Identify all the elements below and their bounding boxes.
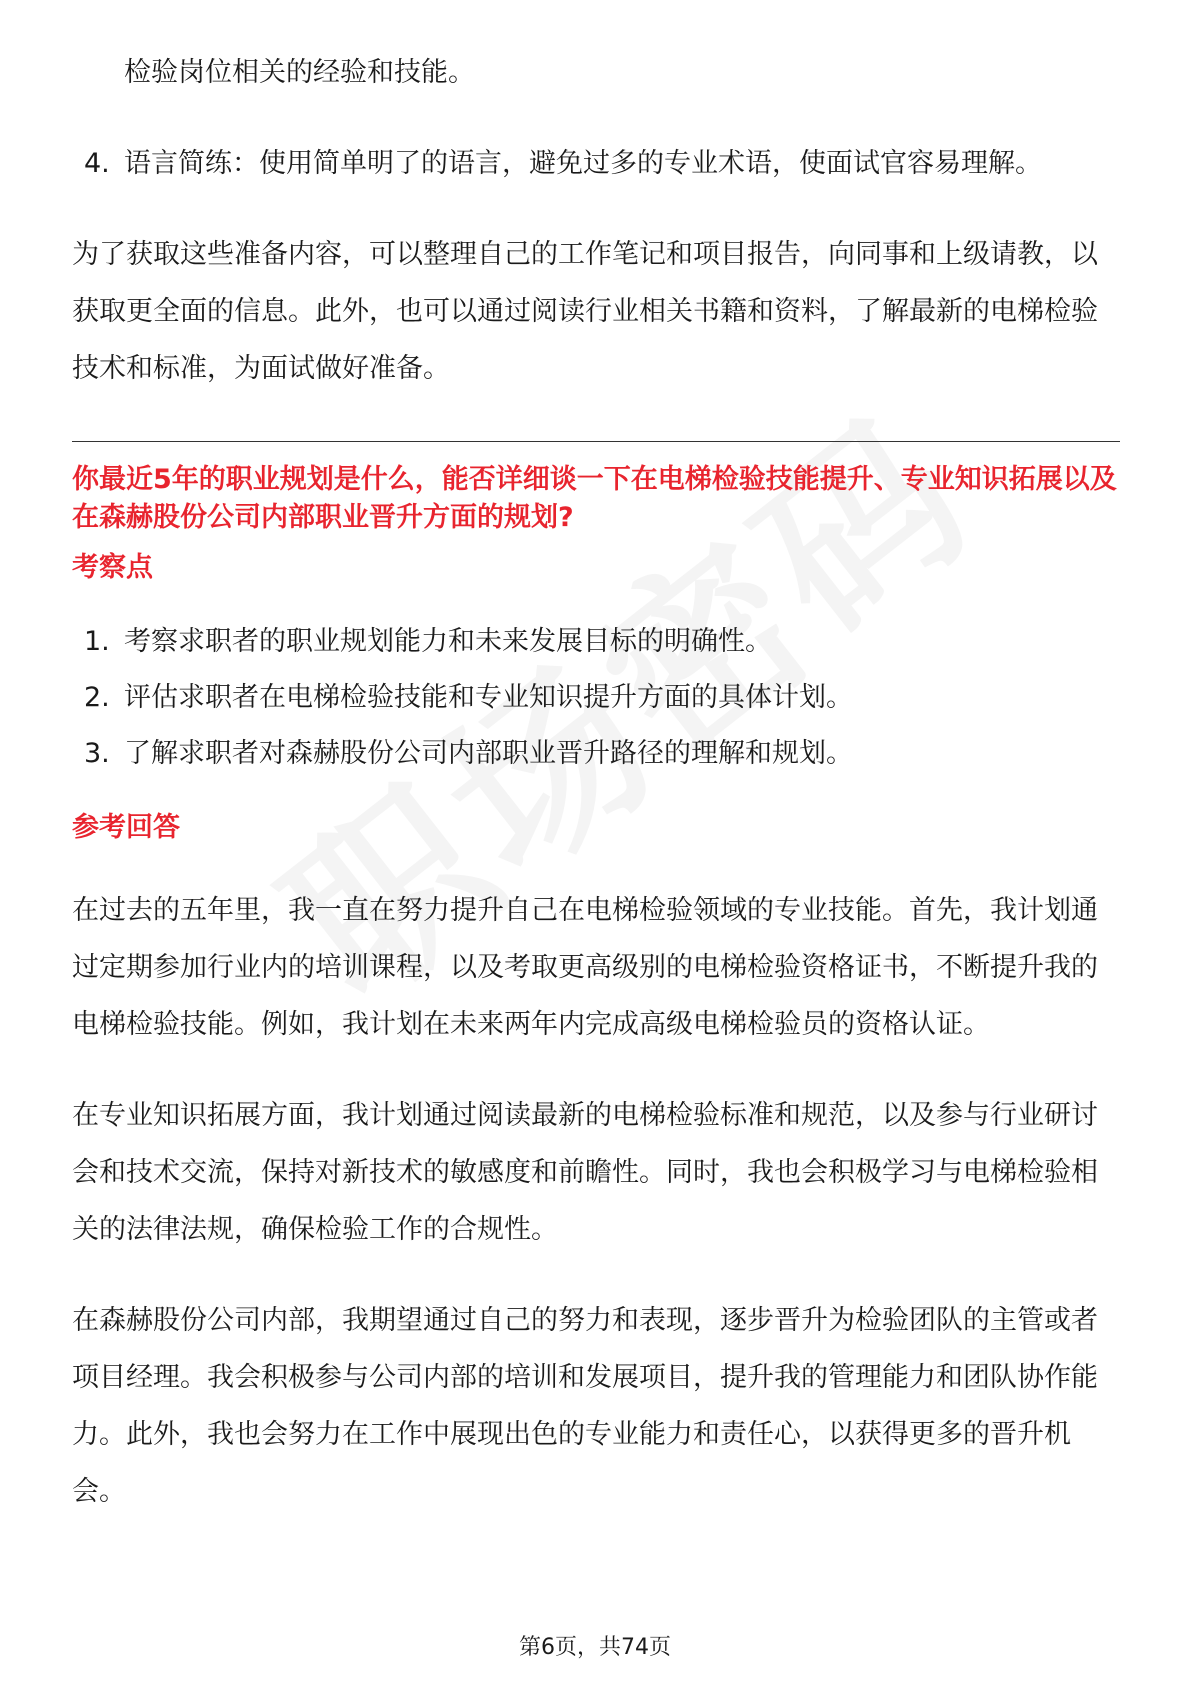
list-number: 2. xyxy=(84,682,110,713)
question-heading: 你最近5年的职业规划是什么，能否详细谈一下在电梯检验技能提升、专业知识拓展以及在森赫股份公司内部职业晋升方面的规划? xyxy=(72,464,1117,533)
page-number: 第6页，共74页 xyxy=(519,1635,671,1660)
list-item-text: 考察求职者的职业规划能力和未来发展目标的明确性。 xyxy=(124,626,772,657)
intro-paragraph: 为了获取这些准备内容，可以整理自己的工作笔记和项目报告，向同事和上级请教，以获取更全面的信息。此外，也可以通过阅读行业相关书籍和资料，了解最新的电梯检验技术和标准，为面试做好准备。 xyxy=(72,239,1098,384)
assessment-label: 考察点 xyxy=(72,552,153,583)
answer-paragraph: 在专业知识拓展方面，我计划通过阅读最新的电梯检验标准和规范，以及参与行业研讨会和技术交流，保持对新技术的敏感度和前瞻性。同时，我也会积极学习与电梯检验相关的法律法规，确保检验工作的合规性。 xyxy=(72,1100,1098,1245)
assessment-item xyxy=(72,614,1120,670)
answer-paragraph: 在过去的五年里，我一直在努力提升自己在电梯检验领域的专业技能。首先，我计划通过定期参加行业内的培训课程，以及考取更高级别的电梯检验资格证书，不断提升我的电梯检验技能。例如，我计划在未来两年内完成高级电梯检验员的资格认证。 xyxy=(72,895,1098,1040)
list-item-text: 语言简练：使用简单明了的语言，避免过多的专业术语，使面试官容易理解。 xyxy=(124,148,1042,179)
list-item-language xyxy=(72,135,1120,192)
page-content xyxy=(72,44,1120,1520)
answer-label: 参考回答 xyxy=(72,812,180,843)
assessment-list xyxy=(72,614,1120,782)
assessment-item xyxy=(72,670,1120,726)
list-item-text: 评估求职者在电梯检验技能和专业知识提升方面的具体计划。 xyxy=(124,682,853,713)
list-number: 1. xyxy=(84,626,110,657)
answer-paragraph: 在森赫股份公司内部，我期望通过自己的努力和表现，逐步晋升为检验团队的主管或者项目经理。我会积极参与公司内部的培训和发展项目，提升我的管理能力和团队协作能力。此外，我也会努力在工作中展现出色的专业能力和责任心，以获得更多的晋升机会。 xyxy=(72,1305,1098,1507)
list-number: 4. xyxy=(84,148,110,179)
list-item-continuation: 检验岗位相关的经验和技能。 xyxy=(124,57,475,88)
list-number: 3. xyxy=(84,738,110,769)
list-item-text: 了解求职者对森赫股份公司内部职业晋升路径的理解和规划。 xyxy=(124,738,853,769)
assessment-item xyxy=(72,726,1120,782)
